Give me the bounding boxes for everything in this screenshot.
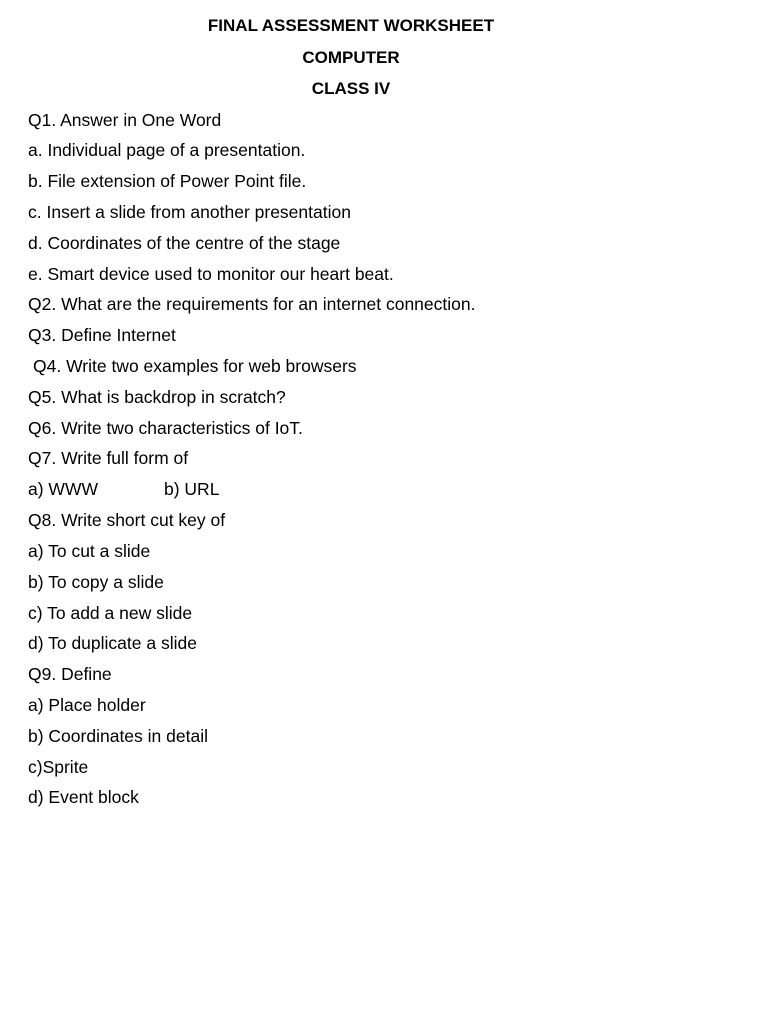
q3-question: Q3. Define Internet — [28, 325, 176, 345]
q4-question: Q4. Write two examples for web browsers — [33, 356, 357, 376]
q9-item-c: c)Sprite — [28, 757, 89, 777]
q5-question: Q5. What is backdrop in scratch? — [28, 387, 286, 407]
q8-item-a: a) To cut a slide — [28, 541, 151, 561]
q1-item-e: e. Smart device used to monitor our heart beat. — [28, 264, 394, 284]
q9-item-d: d) Event block — [28, 787, 139, 807]
q8-item-d: d) To duplicate a slide — [28, 633, 197, 653]
q7-option-a: a) WWW — [28, 479, 98, 499]
q2-question: Q2. What are the requirements for an internet connection. — [28, 294, 476, 314]
q1-item-c: c. Insert a slide from another presentation — [28, 202, 351, 222]
q8-item-c: c) To add a new slide — [28, 603, 193, 623]
q7-question: Q7. Write full form of — [28, 448, 189, 468]
q9-item-b: b) Coordinates in detail — [28, 726, 208, 746]
q7-option-b: b) URL — [164, 479, 220, 499]
q8-item-b: b) To copy a slide — [28, 572, 164, 592]
q1-item-b: b. File extension of Power Point file. — [28, 171, 307, 191]
subject-heading: COMPUTER — [302, 48, 400, 67]
q1-item-d: d. Coordinates of the centre of the stage — [28, 233, 341, 253]
q9-question: Q9. Define — [28, 664, 112, 684]
q6-question: Q6. Write two characteristics of IoT. — [28, 418, 303, 438]
q7-options — [28, 478, 248, 500]
q8-question: Q8. Write short cut key of — [28, 510, 226, 530]
q1-heading: Q1. Answer in One Word — [28, 110, 222, 130]
class-heading: CLASS IV — [311, 79, 391, 98]
q9-item-a: a) Place holder — [28, 695, 146, 715]
worksheet-title: FINAL ASSESSMENT WORKSHEET — [207, 16, 495, 35]
q1-item-a: a. Individual page of a presentation. — [28, 140, 306, 160]
